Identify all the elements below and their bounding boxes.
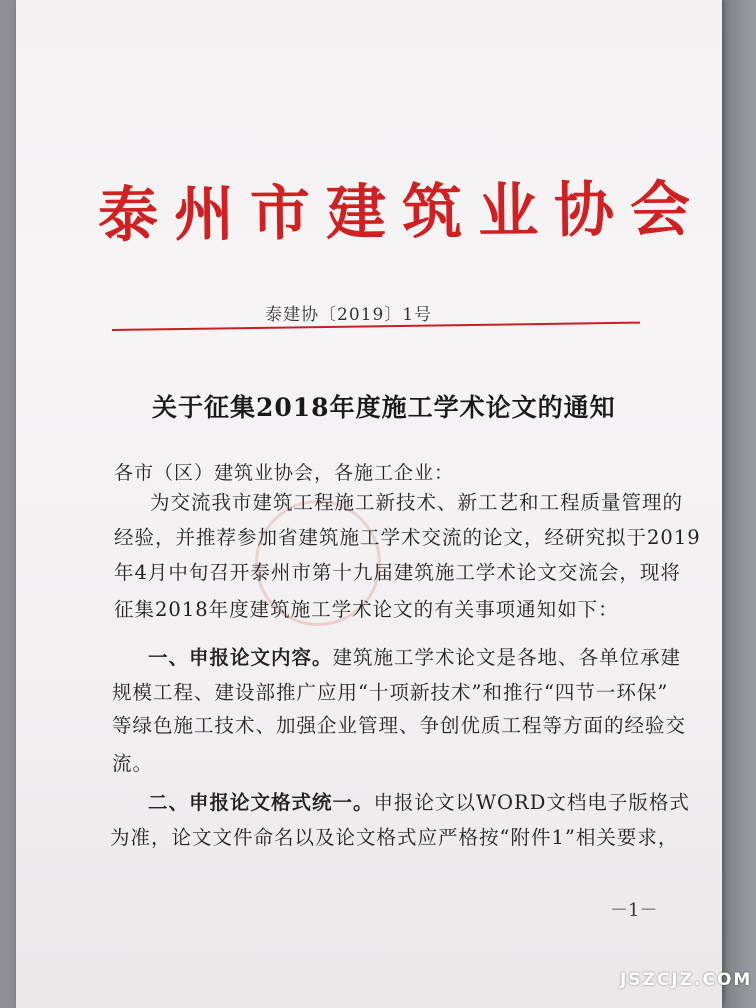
paragraph-line: 流。 (112, 752, 154, 775)
document-number: 泰建协〔2019〕1号 (265, 305, 433, 325)
paragraph-line: 为准，论文文件命名以及论文格式应严格按“附件1”相关要求， (110, 826, 679, 849)
section1-text: 建筑施工学术论文是各地、各单位承建 (332, 646, 682, 669)
paragraph-line: 为交流我市建筑工程施工新技术、新工艺和工程质量管理的 (150, 491, 684, 514)
background-surface (720, 0, 756, 1008)
page-number: －1－ (610, 900, 658, 921)
organization-header: 泰州市建筑业协会 (97, 174, 707, 251)
paragraph-line: 经验，并推荐参加省建筑施工学术交流的论文，经研究拟于2019 (114, 526, 701, 549)
paragraph-line: 等绿色施工技术、加强企业管理、争创优质工程等方面的经验交 (112, 714, 687, 737)
section1-heading: 一、申报论文内容。 (148, 646, 333, 669)
site-watermark: JSZCJZ.COM (620, 970, 753, 990)
section2-heading: 二、申报论文格式统一。 (148, 791, 374, 814)
paragraph-line: 年4月中旬召开泰州市第十九届建筑施工学术论文交流会，现将 (114, 561, 681, 584)
paragraph-line: 规模工程、建设部推广应用“十项新技术”和推行“四节一环保” (112, 681, 669, 704)
section1-first-line (148, 642, 681, 670)
salutation: 各市（区）建筑业协会，各施工企业： (114, 462, 455, 484)
section2-first-line (148, 787, 690, 815)
paragraph-line: 征集2018年度建筑施工学术论文的有关事项通知如下： (114, 598, 619, 621)
section2-text: 申报论文以WORD文档电子版格式 (373, 791, 690, 814)
notice-title: 关于征集2018年度施工学术论文的通知 (152, 393, 616, 422)
